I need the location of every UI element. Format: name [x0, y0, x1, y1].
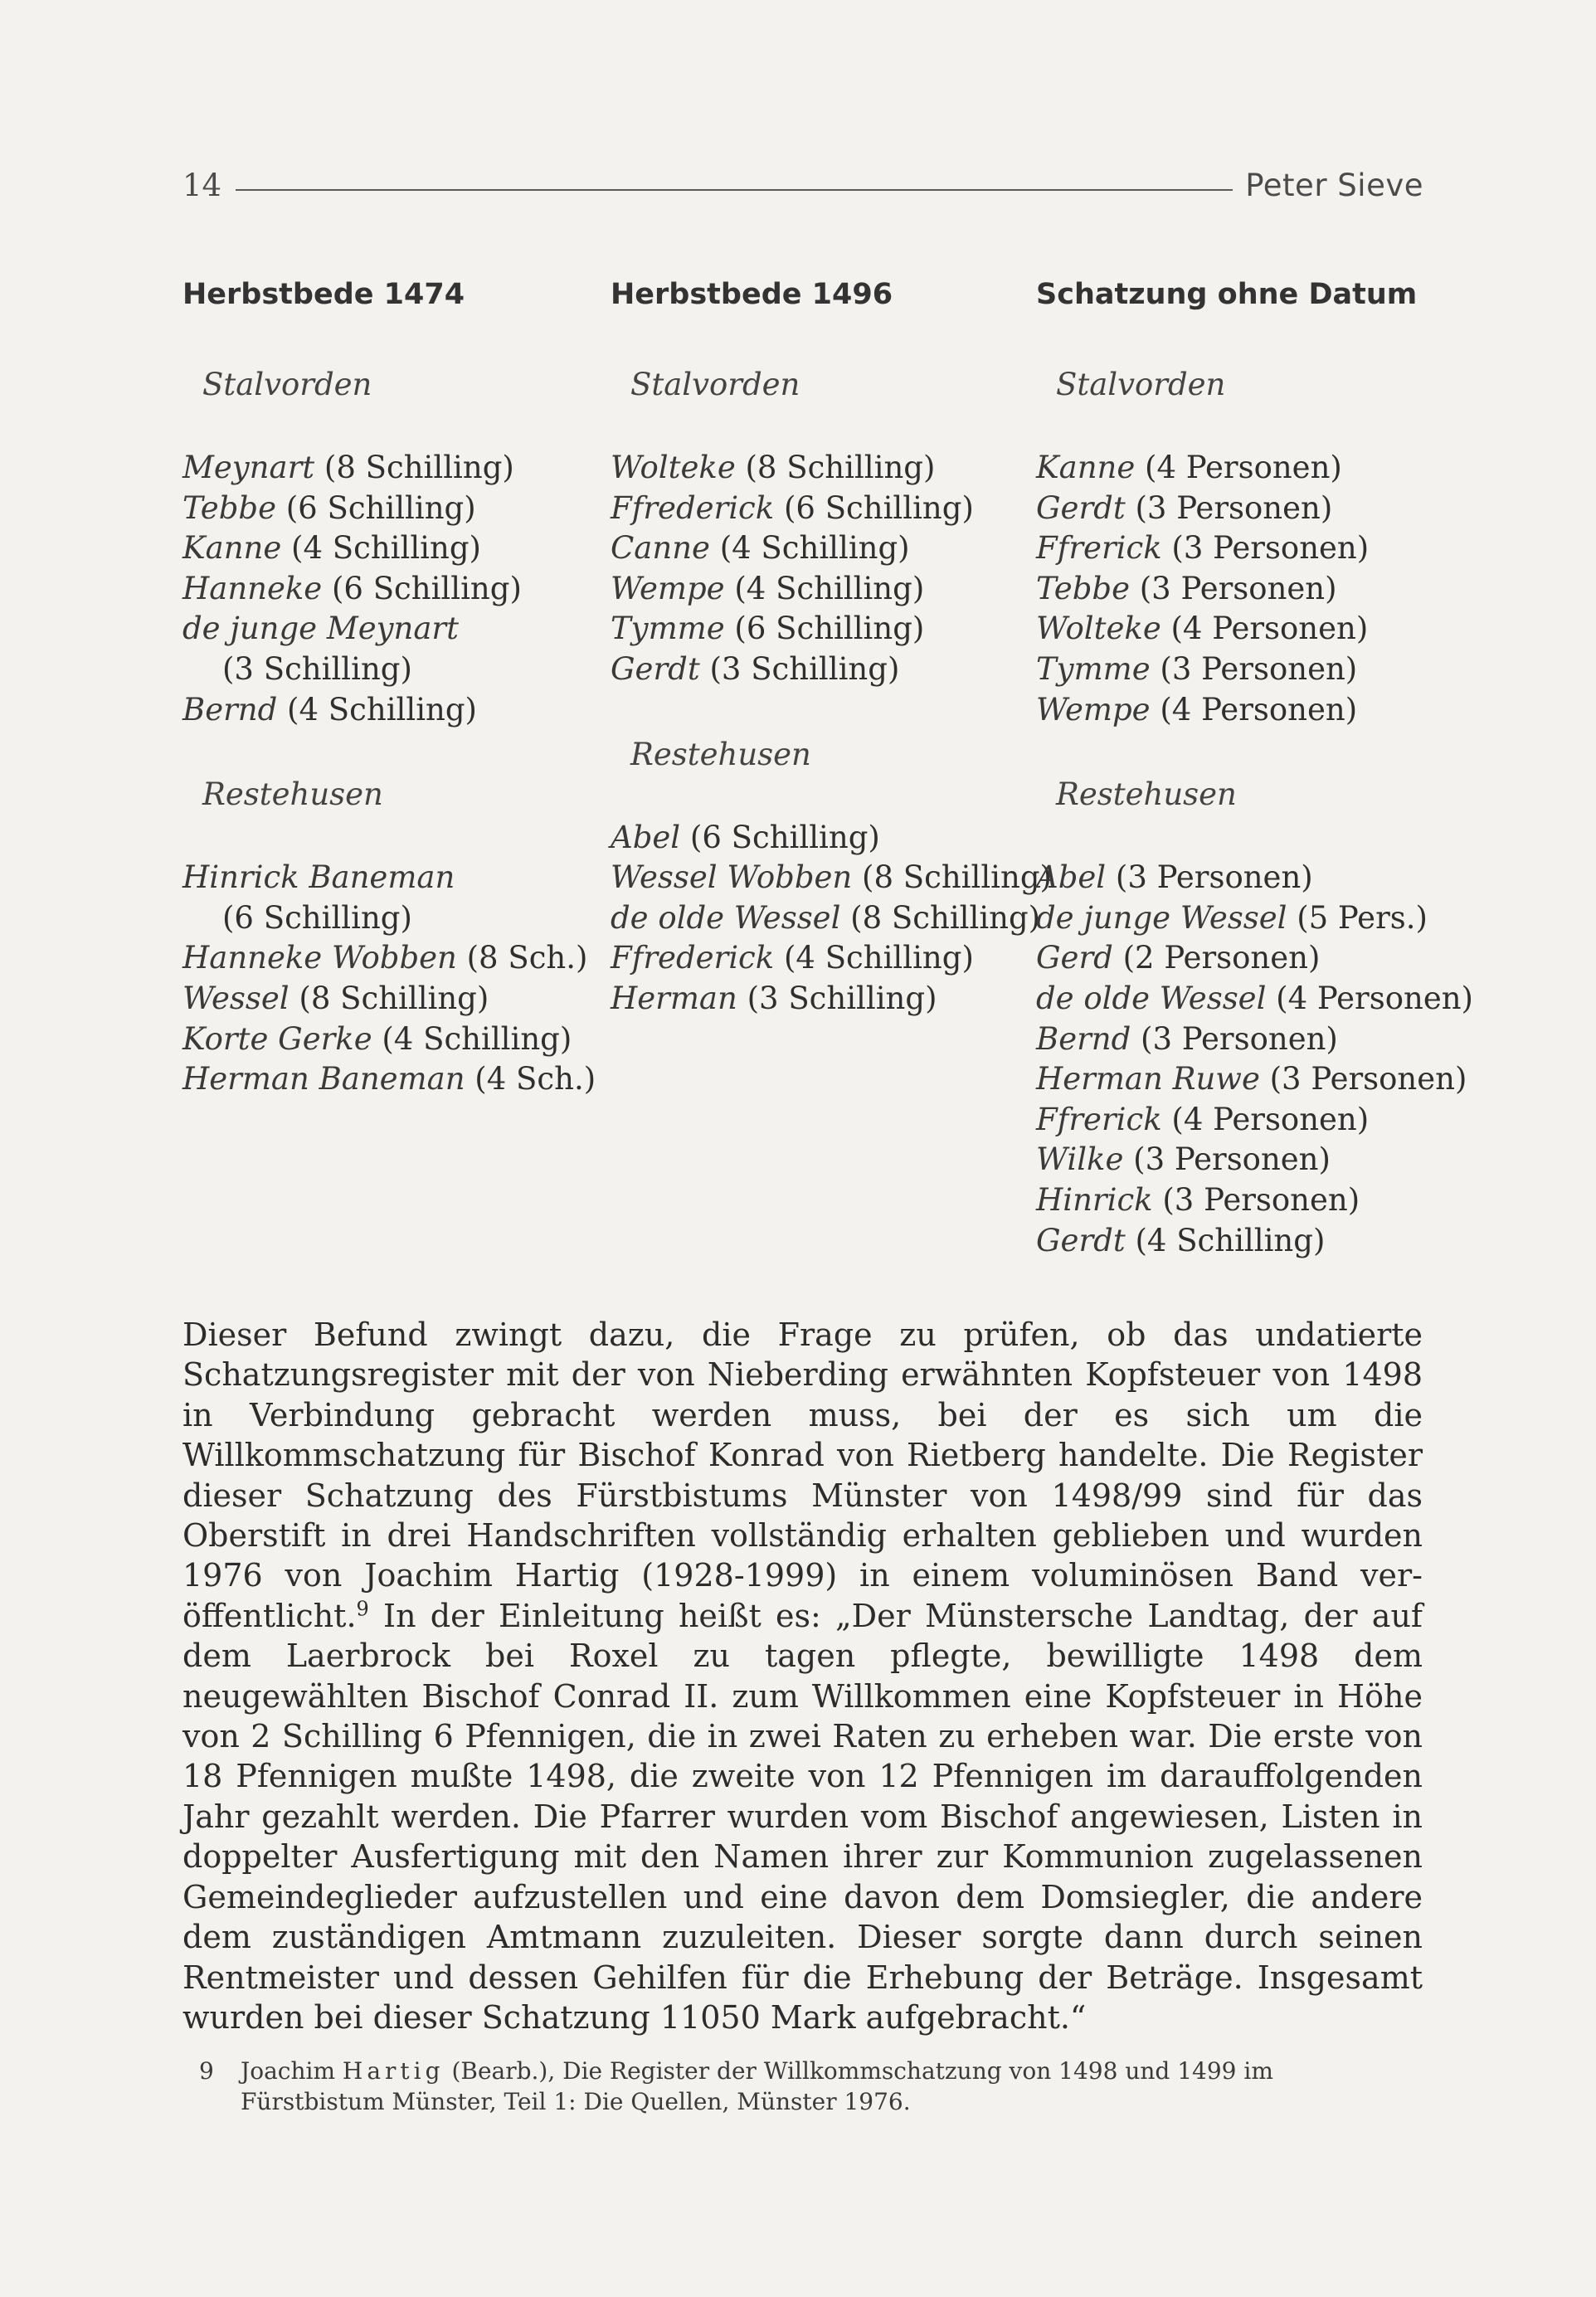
assessment-amount: (6 Schilling)	[724, 611, 925, 647]
page-header	[182, 168, 1423, 209]
place-heading: Stalvorden	[1056, 367, 1226, 402]
list-item	[1036, 690, 1467, 731]
list-item	[182, 979, 614, 1020]
assessment-amount: (4 Schilling)	[372, 1020, 572, 1057]
list-item	[611, 650, 1042, 690]
list-item	[1036, 569, 1467, 610]
list-item	[182, 650, 614, 690]
assessment-amount: (3 Personen)	[1150, 650, 1358, 687]
person-name: Wempe	[1036, 691, 1151, 728]
entry-list	[1036, 858, 1473, 1261]
person-name: de olde Wessel	[611, 899, 841, 936]
person-name: Wolteke	[611, 450, 736, 485]
assessment-amount: (4 Sch.)	[465, 1061, 596, 1097]
person-name: Ffrederick	[611, 489, 775, 526]
assessment-amount: (4 Schilling)	[774, 940, 974, 976]
person-name: Hanneke	[182, 570, 323, 606]
footnote-reference[interactable]: 9	[356, 1597, 369, 1621]
footnote-number: 9	[199, 2057, 214, 2085]
assessment-amount: (6 Schilling)	[680, 819, 880, 855]
person-name: Bernd	[182, 691, 278, 728]
body-text-continued: In der Einleitung heißt es: „Der Münstersche Landtag, der auf dem Laerbrock bei Roxel zu tagen pflegte, bewilligte 1498 dem neugewählten Bischof Conrad II. zum Willkommen eine Kopfsteuer in Höhe von 2 Schilling 6 Pfennigen, die in zwei Raten zu erheben war. Die erste von 18 Pfennigen mußte 1498, die zweite von 12 Pfennigen im darauffolgenden Jahr gezahlt werden. Die Pfarrer wurden vom Bischof angewiesen, Listen in doppelter Ausfertigung mit den Namen ihrer zur Kommunion zugelassenen Gemeindeglieder aufzustellen und eine davon dem Domsiegler, die andere dem zuständigen Amtmann zuzuleiten. Dieser sorgte dann durch seinen Rentmeister und dessen Gehilfen für die Erhebung der Beträge. Insgesamt wurden bei dieser Schatzung 11050 Mark aufgebracht.“	[182, 1597, 1423, 2036]
assessment-amount: (2 Personen)	[1112, 940, 1321, 976]
list-item	[182, 528, 614, 569]
person-name: Ffrerick	[1036, 1101, 1162, 1137]
list-item	[1036, 448, 1467, 489]
column-heading: Herbstbede 1496	[611, 278, 893, 311]
list-item	[1036, 1221, 1467, 1262]
assessment-amount: (3 Personen)	[1259, 1061, 1467, 1097]
list-item	[1036, 1059, 1467, 1100]
person-name: Hanneke Wobben	[182, 940, 457, 976]
page-number: 14	[182, 168, 222, 203]
column-heading: Herbstbede 1474	[182, 278, 465, 311]
list-item	[1036, 858, 1467, 898]
place-heading: Restehusen	[1056, 776, 1237, 813]
assessment-amount: (4 Schilling)	[709, 530, 910, 567]
body-paragraph	[182, 1315, 1423, 2037]
list-item	[182, 1059, 614, 1100]
person-name: Ffrerick	[1036, 530, 1162, 567]
column-herbstbede-1474	[182, 274, 614, 1100]
person-name: Wolteke	[1036, 611, 1161, 647]
person-name: Abel	[1036, 859, 1107, 896]
list-item	[611, 818, 1042, 859]
person-name: Tymme	[1036, 650, 1151, 687]
assessment-amount: (6 Schilling)	[275, 489, 476, 526]
assessment-amount: (3 Personen)	[1161, 530, 1370, 567]
person-name: Wempe	[611, 570, 725, 606]
assessment-amount: (4 Schilling)	[281, 530, 481, 567]
body-text: Dieser Befund zwingt dazu, die Frage zu prüfen, ob das undatierte Schatzungsregister mit der von Nieberding erwähnten Kopfsteuer von 1498 in Verbindung gebracht werden muss, bei der es sich um die Willkommschatzung für Bischof Konrad von Rietberg handelte. Die Register dieser Schatzung des Fürstbistums Münster von 1498/99 sind für das Oberstift in drei Handschriften vollständig erhalten geblieben und wurden 1976 von Joachim Hartig (1928-1999) in einem voluminösen Band veröffentlicht.	[182, 1316, 1423, 1634]
assessment-amount: (3 Personen)	[1129, 570, 1337, 606]
list-item	[611, 489, 1042, 529]
list-item	[611, 858, 1052, 898]
list-item	[1036, 609, 1467, 650]
person-name: de olde Wessel	[1036, 980, 1267, 1016]
list-item	[182, 1020, 614, 1060]
person-name: Wessel Wobben	[611, 859, 853, 896]
assessment-amount: (3 Personen)	[1152, 1181, 1360, 1218]
person-name: Abel	[611, 819, 681, 855]
list-item	[1036, 898, 1467, 939]
column-herbstbede-1496	[611, 274, 1052, 1020]
list-item	[1036, 489, 1467, 529]
assessment-amount: (8 Schilling)	[852, 859, 1052, 896]
place-heading: Restehusen	[202, 776, 383, 813]
person-name: Gerd	[1036, 940, 1113, 976]
list-item	[611, 979, 1042, 1020]
assessment-amount: (4 Schilling)	[1125, 1222, 1326, 1258]
place-heading: Restehusen	[630, 736, 811, 772]
list-item	[1036, 1100, 1467, 1141]
assessment-amount: (4 Personen)	[1161, 1101, 1370, 1137]
assessment-amount: (8 Schilling)	[289, 980, 489, 1016]
assessment-amount: (4 Personen)	[1266, 980, 1473, 1016]
person-name: Herman	[611, 980, 737, 1016]
person-name: Hinrick	[1036, 1181, 1153, 1218]
assessment-amount: (4 Schilling)	[277, 691, 477, 728]
person-name: Bernd	[1036, 1020, 1131, 1057]
entry-list	[1036, 448, 1467, 730]
place-heading: Stalvorden	[630, 367, 800, 402]
person-name: Hinrick Baneman	[182, 859, 455, 896]
list-item	[182, 938, 614, 979]
assessment-amount: (8 Schilling)	[840, 899, 1041, 936]
list-item	[182, 569, 614, 610]
list-item	[182, 448, 614, 489]
person-name: Tebbe	[182, 489, 276, 526]
person-name: Korte Gerke	[182, 1020, 372, 1057]
person-name: Wilke	[1036, 1141, 1124, 1178]
list-item	[1036, 938, 1467, 979]
list-item	[611, 528, 1042, 569]
assessment-amount: (3 Schilling)	[737, 980, 937, 1016]
assessment-amount: (4 Personen)	[1161, 611, 1369, 647]
running-title: Peter Sieve	[1245, 168, 1423, 203]
header-rule	[236, 189, 1233, 191]
assessment-amount: (8 Schilling)	[314, 450, 514, 485]
assessment-amount: (5 Pers.)	[1287, 899, 1428, 936]
footnote-author-last: Hartig	[342, 2057, 445, 2085]
list-item	[1036, 1020, 1467, 1060]
list-item	[182, 690, 614, 731]
entry-list	[611, 448, 1042, 690]
list-item	[1036, 528, 1467, 569]
person-name: Herman Ruwe	[1036, 1061, 1260, 1097]
list-item	[182, 898, 614, 939]
list-item	[1036, 650, 1467, 690]
person-name: Canne	[611, 530, 710, 567]
list-item	[611, 938, 1042, 979]
assessment-amount: (3 Schilling)	[699, 650, 900, 687]
person-name: Meynart	[182, 450, 315, 485]
assessment-amount: (8 Sch.)	[456, 940, 588, 976]
column-schatzung-ohne-datum	[1036, 274, 1473, 1261]
person-name: Kanne	[1036, 450, 1136, 485]
footnote-author-first: Joachim	[241, 2057, 343, 2085]
person-name: de junge Wessel	[1036, 899, 1287, 936]
footnote-citation: (Bearb.), Die Register der Willkommschatzung von 1498 und 1499 im Fürstbistum Münster, Teil 1: Die Quellen, Münster 1976.	[241, 2057, 1273, 2115]
person-name: Wessel	[182, 980, 290, 1016]
assessment-amount: (6 Schilling)	[322, 570, 522, 606]
assessment-amount: (3 Schilling)	[222, 650, 412, 687]
list-item	[611, 569, 1042, 610]
entry-list	[182, 858, 614, 1100]
assessment-amount: (3 Personen)	[1106, 859, 1313, 896]
list-item	[182, 858, 614, 898]
list-item	[1036, 979, 1473, 1020]
assessment-amount: (3 Personen)	[1123, 1141, 1331, 1178]
assessment-amount: (6 Schilling)	[774, 489, 974, 526]
assessment-amount: (6 Schilling)	[222, 899, 412, 936]
person-name: Herman Baneman	[182, 1061, 465, 1097]
person-name: Gerdt	[611, 650, 700, 687]
list-item	[611, 898, 1042, 939]
footnote	[199, 2056, 1418, 2117]
person-name: Gerdt	[1036, 489, 1126, 526]
person-name: Tebbe	[1036, 570, 1130, 606]
person-name: Ffrederick	[611, 940, 775, 976]
list-item	[1036, 1140, 1467, 1180]
assessment-amount: (4 Personen)	[1150, 691, 1358, 728]
footnote-text	[241, 2056, 1418, 2117]
list-item	[1036, 1180, 1467, 1221]
assessment-amount: (3 Personen)	[1131, 1020, 1338, 1057]
list-item	[611, 609, 1042, 650]
person-name: Gerdt	[1036, 1222, 1126, 1258]
list-item	[182, 609, 614, 650]
entry-list	[611, 818, 1052, 1020]
assessment-amount: (4 Personen)	[1135, 450, 1342, 485]
assessment-amount: (4 Schilling)	[724, 570, 925, 606]
list-item	[611, 448, 1042, 489]
entry-list	[182, 448, 614, 730]
assessment-amount: (3 Personen)	[1125, 489, 1333, 526]
person-name: de junge Meynart	[182, 611, 459, 647]
place-heading: Stalvorden	[202, 367, 372, 402]
list-item	[182, 489, 614, 529]
person-name: Tymme	[611, 611, 725, 647]
assessment-amount: (8 Schilling)	[735, 450, 936, 485]
column-heading: Schatzung ohne Datum	[1036, 278, 1418, 311]
person-name: Kanne	[182, 530, 282, 567]
